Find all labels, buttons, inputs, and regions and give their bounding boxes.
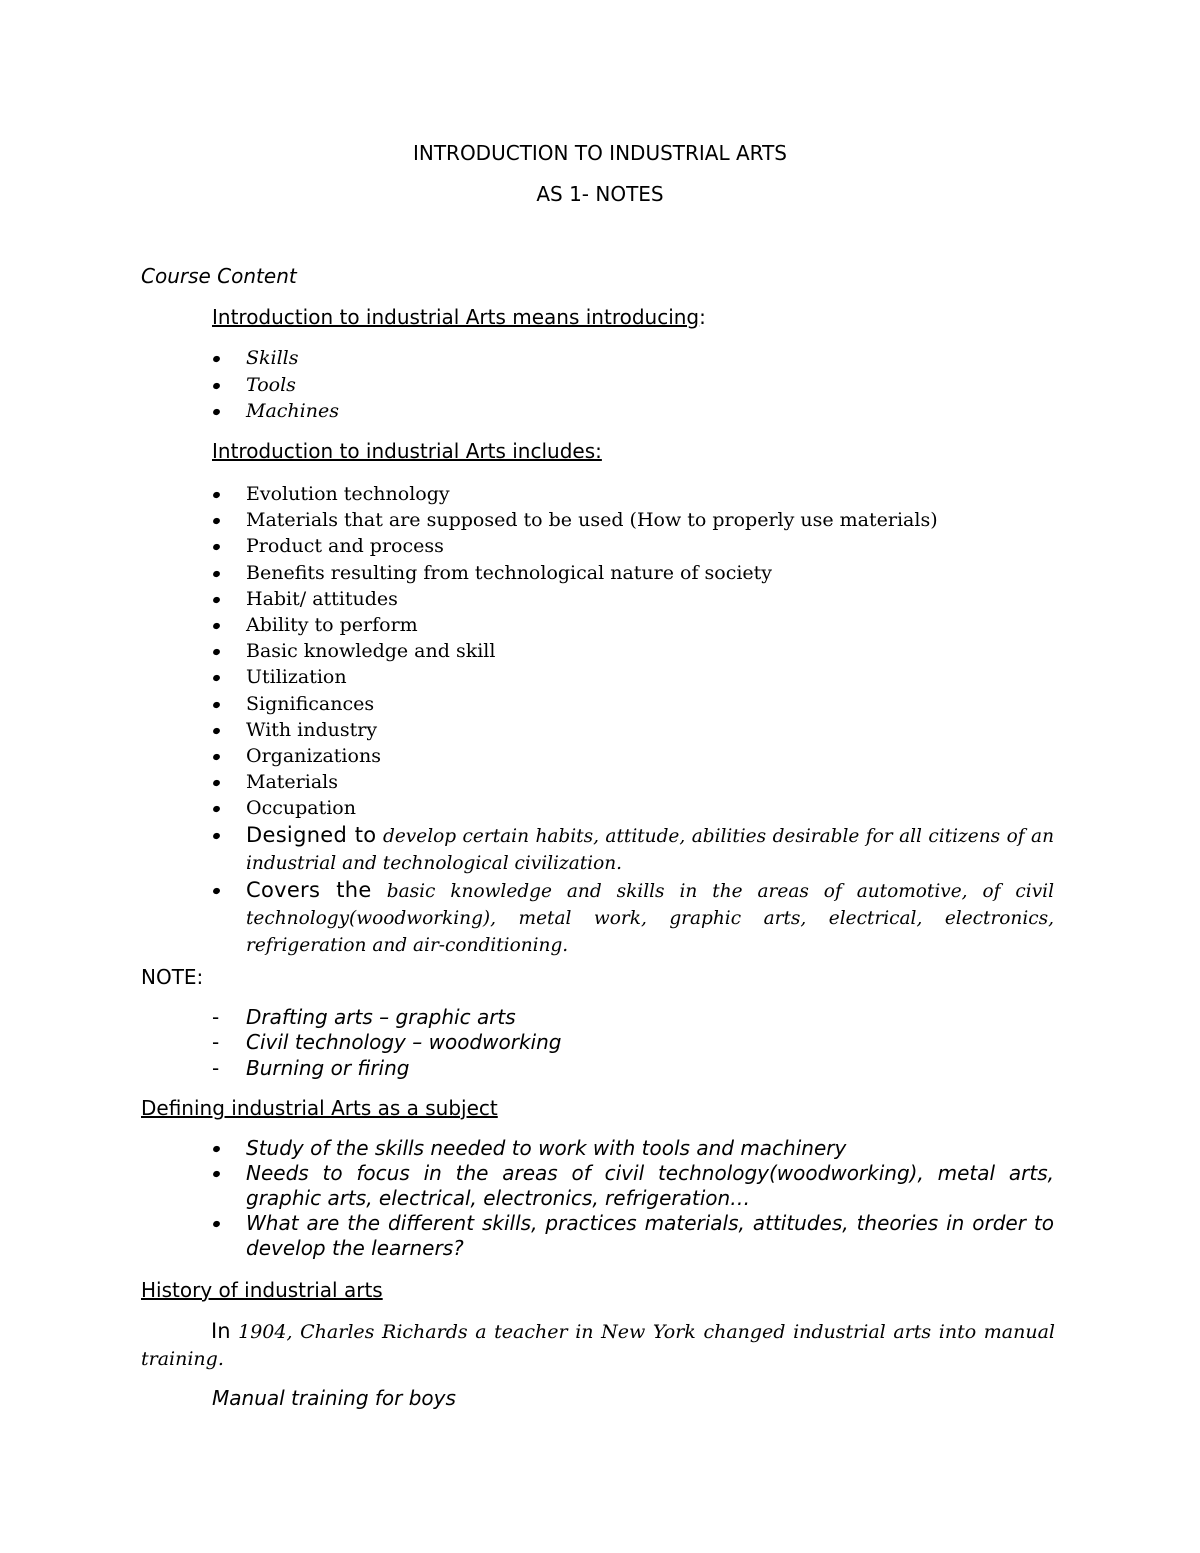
course-content-label: Course Content <box>141 264 297 288</box>
list-item <box>212 398 339 425</box>
list-item <box>212 769 1054 795</box>
bullet-icon <box>212 381 221 389</box>
list-item <box>212 1056 561 1081</box>
section-heading-history: History of industrial arts <box>141 1278 383 1302</box>
designed-rest-text: develop certain habits, attitude, abilities desirable for all citizens of an industrial and technological civilization. <box>246 825 1054 874</box>
bullet-icon <box>212 517 221 525</box>
list-item <box>212 533 1054 559</box>
list-item-text: Product and process <box>246 535 444 558</box>
note-list <box>212 1005 561 1081</box>
document-title: INTRODUCTION TO INDUSTRIAL ARTS <box>412 141 788 165</box>
list-item <box>212 345 339 372</box>
section-heading-includes: Introduction to industrial Arts includes: <box>212 439 602 463</box>
list-item <box>212 612 1054 638</box>
section-heading-defining: Defining industrial Arts as a subject <box>141 1096 498 1120</box>
list-item <box>212 481 1054 507</box>
dash-icon: - <box>212 1055 220 1080</box>
list-item-text: Utilization <box>246 666 347 689</box>
list-item <box>212 795 1054 821</box>
list-item-text: Skills <box>246 347 299 369</box>
list-item <box>212 507 1054 533</box>
list-item-text: What are the different skills, practices materials, attitudes, theories in order to develop the learners? <box>246 1211 1054 1260</box>
list-item-text: With industry <box>246 718 378 741</box>
list-item <box>212 1005 561 1030</box>
bullet-icon <box>212 674 221 682</box>
history-lead-text: In <box>211 1319 231 1343</box>
bullet-icon <box>212 1170 221 1178</box>
list-item <box>212 691 1054 717</box>
list-item-covers <box>212 877 1054 960</box>
list-item <box>212 560 1054 586</box>
dash-icon: - <box>212 1005 220 1029</box>
list-item-text: Civil technology – woodworking <box>246 1030 562 1055</box>
bullet-icon <box>212 779 221 787</box>
covers-lead-text: Covers the <box>246 878 372 903</box>
list-item <box>212 586 1054 612</box>
defining-list <box>212 1136 1054 1261</box>
bullet-icon <box>212 753 221 761</box>
section-heading-introducing <box>212 305 706 329</box>
section-heading-introducing-text: Introduction to industrial Arts means introducing <box>212 305 700 329</box>
history-paragraph <box>141 1318 1055 1373</box>
includes-list <box>212 481 1054 960</box>
list-item-designed <box>212 822 1054 877</box>
bullet-icon <box>212 355 221 363</box>
list-item-text: Significances <box>246 692 375 715</box>
list-item-text: Basic knowledge and skill <box>246 640 496 663</box>
bullet-icon <box>212 887 221 895</box>
covers-rest-text: basic knowledge and skills in the areas of automotive, of civil technology(woodworking), metal work, graphic arts, electrical, electronics, refrigeration and air-conditioning. <box>246 881 1054 957</box>
bullet-icon <box>212 727 221 735</box>
list-item-text: Tools <box>246 373 296 396</box>
list-item-text: Needs to focus in the areas of civil technology(woodworking), metal arts, graphic arts, electrical, electronics, refrigeration… <box>246 1161 1054 1210</box>
list-item-text: Materials that are supposed to be used (How to properly use materials) <box>246 509 938 532</box>
bullet-icon <box>212 648 221 656</box>
list-item <box>212 1161 1054 1211</box>
document-subtitle: AS 1- NOTES <box>536 182 664 206</box>
bullet-icon <box>212 832 221 840</box>
bullet-icon <box>212 491 221 499</box>
bullet-icon <box>212 570 221 578</box>
list-item <box>212 1211 1054 1261</box>
list-item-text: Evolution technology <box>246 483 450 505</box>
list-item <box>212 1136 1054 1161</box>
list-item-text: Benefits resulting from technological nature of society <box>246 561 773 584</box>
bullet-icon <box>212 408 221 416</box>
list-item-text: Burning or firing <box>246 1055 410 1080</box>
list-item-text: Materials <box>246 771 338 794</box>
section-heading-introducing-colon: : <box>699 305 706 329</box>
bullet-icon <box>212 543 221 551</box>
bullet-icon <box>212 805 221 813</box>
list-item-text: Organizations <box>246 745 381 768</box>
list-item-text: Study of the skills needed to work with tools and machinery <box>246 1136 847 1160</box>
list-item-text: Occupation <box>246 797 356 820</box>
bullet-icon <box>212 622 221 630</box>
dash-icon: - <box>212 1030 220 1055</box>
list-item <box>212 372 339 399</box>
list-item-text: Machines <box>246 400 339 422</box>
bullet-icon <box>212 701 221 709</box>
introducing-list <box>212 345 339 425</box>
history-rest-text: 1904, Charles Richards a teacher in New York changed industrial arts into manual training. <box>141 1321 1055 1370</box>
list-item-text: Drafting arts – graphic arts <box>246 1005 516 1029</box>
list-item <box>212 1030 561 1055</box>
list-item <box>212 743 1054 769</box>
designed-lead-text: Designed to <box>246 822 377 847</box>
bullet-icon <box>212 1145 221 1153</box>
list-item <box>212 664 1054 690</box>
list-item-text: Ability to perform <box>246 614 418 637</box>
note-heading: NOTE: <box>141 965 204 989</box>
list-item <box>212 638 1054 664</box>
bullet-icon <box>212 596 221 604</box>
list-item <box>212 717 1054 743</box>
list-item-text: Habit/ attitudes <box>246 587 398 610</box>
bullet-icon <box>212 1220 221 1228</box>
manual-training-line: Manual training for boys <box>212 1386 456 1410</box>
